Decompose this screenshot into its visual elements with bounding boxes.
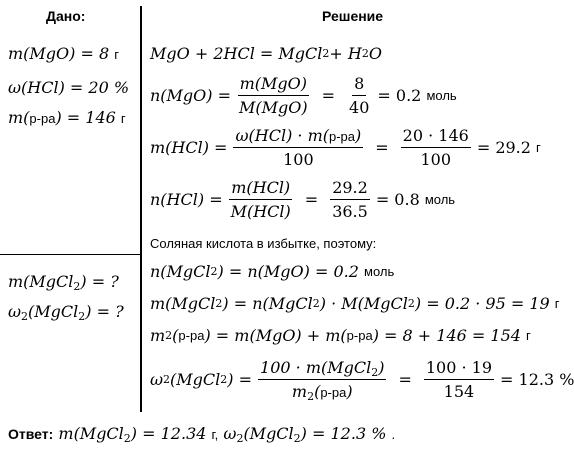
mass-final-solution: m 2 ( р-ра ) = m(MgO) + m( р-ра ) = 8 + 146 = 154 г <box>150 326 531 345</box>
given-fraction-hcl: ω(HCl) = 20 % <box>8 78 130 97</box>
moles-mgo: n(MgO) = $\frac{\text{m(MgO)}}{\text{M(MgO)}}$ = $\frac{8}{40}$ = 0.2 моль <box>150 74 457 117</box>
solution-header: Решение <box>322 8 384 24</box>
fraction-mgcl2: ω 2 (MgCl 2 ) = $\frac{100 \cdot m(MgCl_2)}{m_2(р-ра)}$ = $\frac{100 \cdot 19}{154}$ = 12.3 % <box>150 358 574 403</box>
given-header: Дано: <box>46 8 86 24</box>
moles-mgcl2: n(MgCl 2 ) = n(MgO) = 0.2 моль <box>150 262 395 281</box>
find-mass-mgcl2: m(MgCl$_2$) = ? <box>8 272 119 293</box>
given-mass-solution: m(р-ра) = 146 г <box>8 108 126 127</box>
answer-line: Ответ: m(MgCl$_2$) = 12.34 г, $\omega_2(MgCl_2) = 12.3$ % . <box>8 424 396 445</box>
reaction-equation: MgO + 2HCl = MgCl 2 + H 2 O <box>150 44 382 63</box>
mass-hcl: m(HCl) = $\frac{\text{ω(HCl) · m(р-ра)}}{100}$ = $\frac{20 \cdot 146}{100}$ = 29.2 г <box>150 126 541 169</box>
given-mass-mgo: m(MgO) = 8 г <box>8 44 119 63</box>
moles-hcl: n(HCl) = $\frac{\text{m(HCl)}}{\text{M(HCl)}}$ = $\frac{29.2}{36.5}$ = 0.8 моль <box>150 178 456 221</box>
find-fraction-mgcl2: $\omega_2(MgCl_2)$ = ? <box>8 302 124 323</box>
excess-note: Соляная кислота в избытке, поэтому: <box>150 236 377 251</box>
mass-mgcl2: m(MgCl 2 ) = n(MgCl 2 ) · M(MgCl 2 ) = 0.2 · 95 = 19 г <box>150 294 560 313</box>
column-divider <box>140 6 142 412</box>
given-find-divider <box>0 254 141 255</box>
